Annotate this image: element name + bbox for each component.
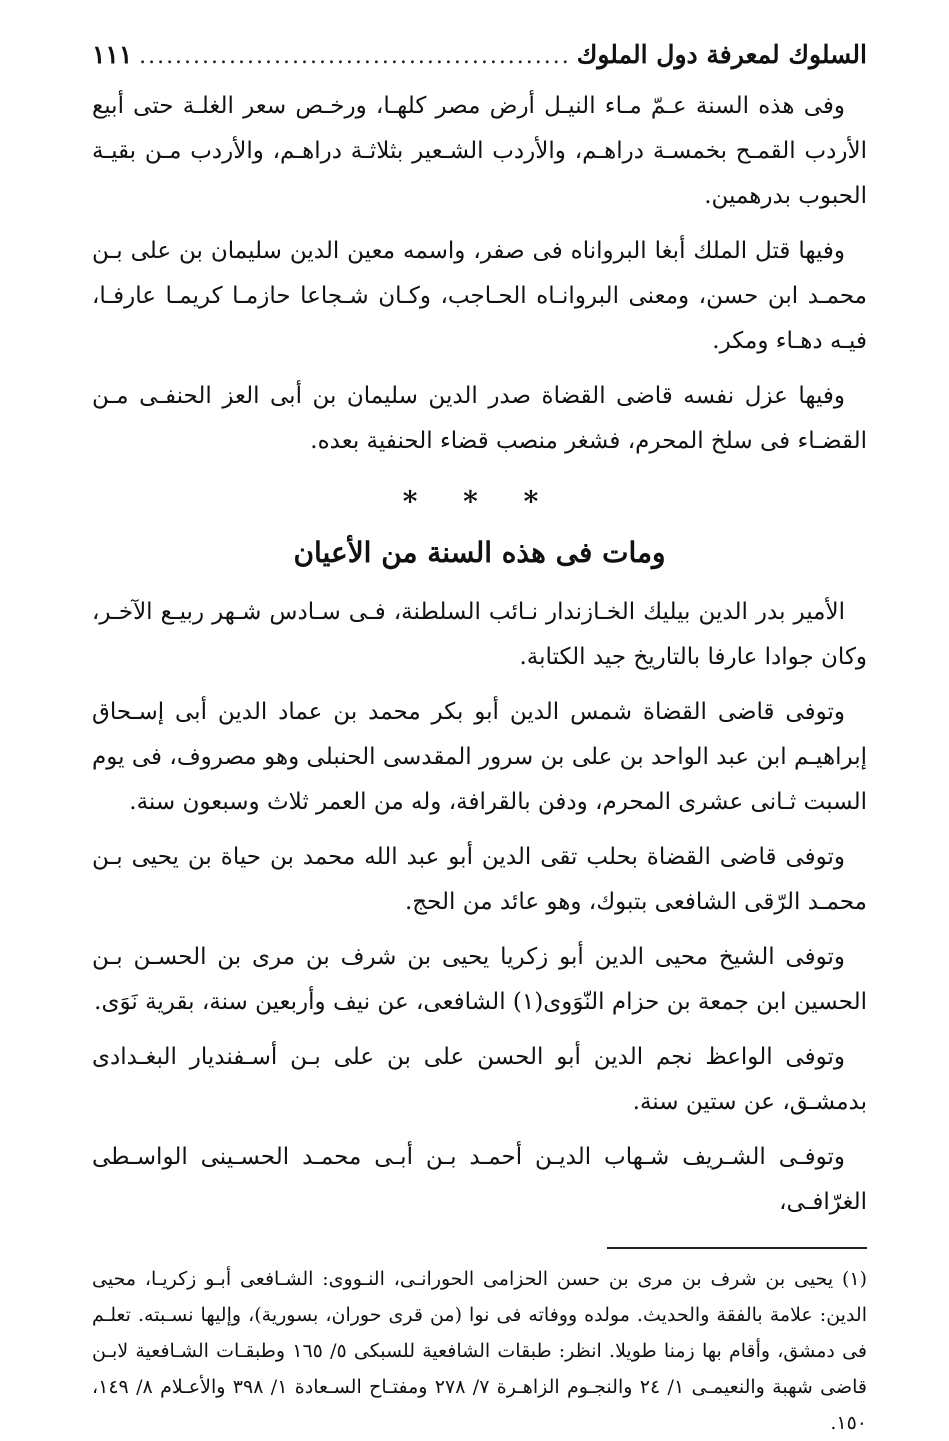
section-heading: ومات فى هذه السنة من الأعيان (293, 536, 666, 569)
paragraph: الأمير بدر الدين بيليك الخـازندار نـائب السلطنة، فـى سـادس شـهر ربيـع الآخـر، وكان جوادا عارفا بالتاريخ جيد الكتابة. (92, 599, 867, 670)
page-header (92, 40, 867, 84)
book-page (92, 40, 867, 1441)
paragraph: وتوفـى الشـريف شـهاب الديـن أحمـد بـن أبـى محمـد الحسـينى الواسـطى الغرّافـى، (92, 1144, 867, 1215)
page-number: ١١١ (92, 40, 133, 69)
paragraph: وفيها قتل الملك أبغا البرواناه فى صفر، واسمه معين الدين سليمان بن على بـن محمـد ابن حسن، ومعنى البروانـاه الحـاجب، وكـان شـجاعا حازمـا كريمـا عارفـا، فيـه دهـاء ومكر. (92, 238, 867, 354)
footnote-divider (607, 1247, 867, 1249)
footnote: (١) يحيى بن شرف بن مرى بن حسن الحزامى الحورانـى، النـووى: الشـافعى أبـو زكريـا، محيى الدين: علامة بالفقة والحديث. مولده ووفاته فى نوا (من قرى حوران، بسورية)، وإليها نسـبته. تعلـم فى دمشق، وأقام بها زمنا طويلا. انظر: طبقات الشافعية للسبكى ٥/ ١٦٥ وطبقـات الشـافعية لابـن قاضى شهبة والنعيمـى ١/ ٢٤ والنجـوم الزاهـرة ٧/ ٢٧٨ ومفتـاح السـعادة ١/ ٣٩٨ والأعـلام ٨/ ١٤٩، ١٥٠. (92, 1268, 867, 1434)
paragraph: وتوفى الواعظ نجم الدين أبو الحسن على بن على بـن أسـفنديار البغـدادى بدمشـق، عن ستين سنة. (92, 1044, 867, 1115)
paragraph: وفيها عزل نفسه قاضى القضاة صدر الدين سليمان بن أبى العز الحنفـى مـن القضـاء فى سلخ المحرم، فشغر منصب قضاء الحنفية بعده. (92, 383, 867, 454)
paragraph: وفى هذه السنة عـمّ مـاء النيـل أرض مصر كلهـا، ورخـص سعر الغلـة حتى أبيع الأردب القمـح بخمسـة دراهـم، والأردب الشـعير بثلاثـة دراهـم، والأردب مـن بقيـة الحبوب بدرهمين. (92, 93, 867, 209)
leader-dots (138, 44, 570, 69)
section-separator: * * * (402, 485, 557, 518)
paragraph: وتوفى قاضى القضاة بحلب تقى الدين أبو عبد الله محمد بن حياة بن يحيى بـن محمـد الرّقى الشافعى بتبوك، وهو عائد من الحج. (92, 844, 867, 915)
paragraph: وتوفى الشيخ محيى الدين أبو زكريا يحيى بن شرف بن مرى بن الحسـن بـن الحسين ابن جمعة بن حزام النّوَوى(١) الشافعى، عن نيف وأربعين سنة، بقرية نَوَى. (92, 944, 867, 1015)
running-title: السلوك لمعرفة دول الملوك (576, 40, 867, 69)
paragraph: وتوفى قاضى القضاة شمس الدين أبو بكر محمد بن عماد الدين أبى إسـحاق إبراهيـم ابن عبد الواحد بن على بن سرور المقدسى الحنبلى وهو مصروف، فى يوم السبت ثـانى عشرى المحرم، ودفن بالقرافة، وله من العمر ثلاث وسبعون سنة. (92, 699, 867, 815)
